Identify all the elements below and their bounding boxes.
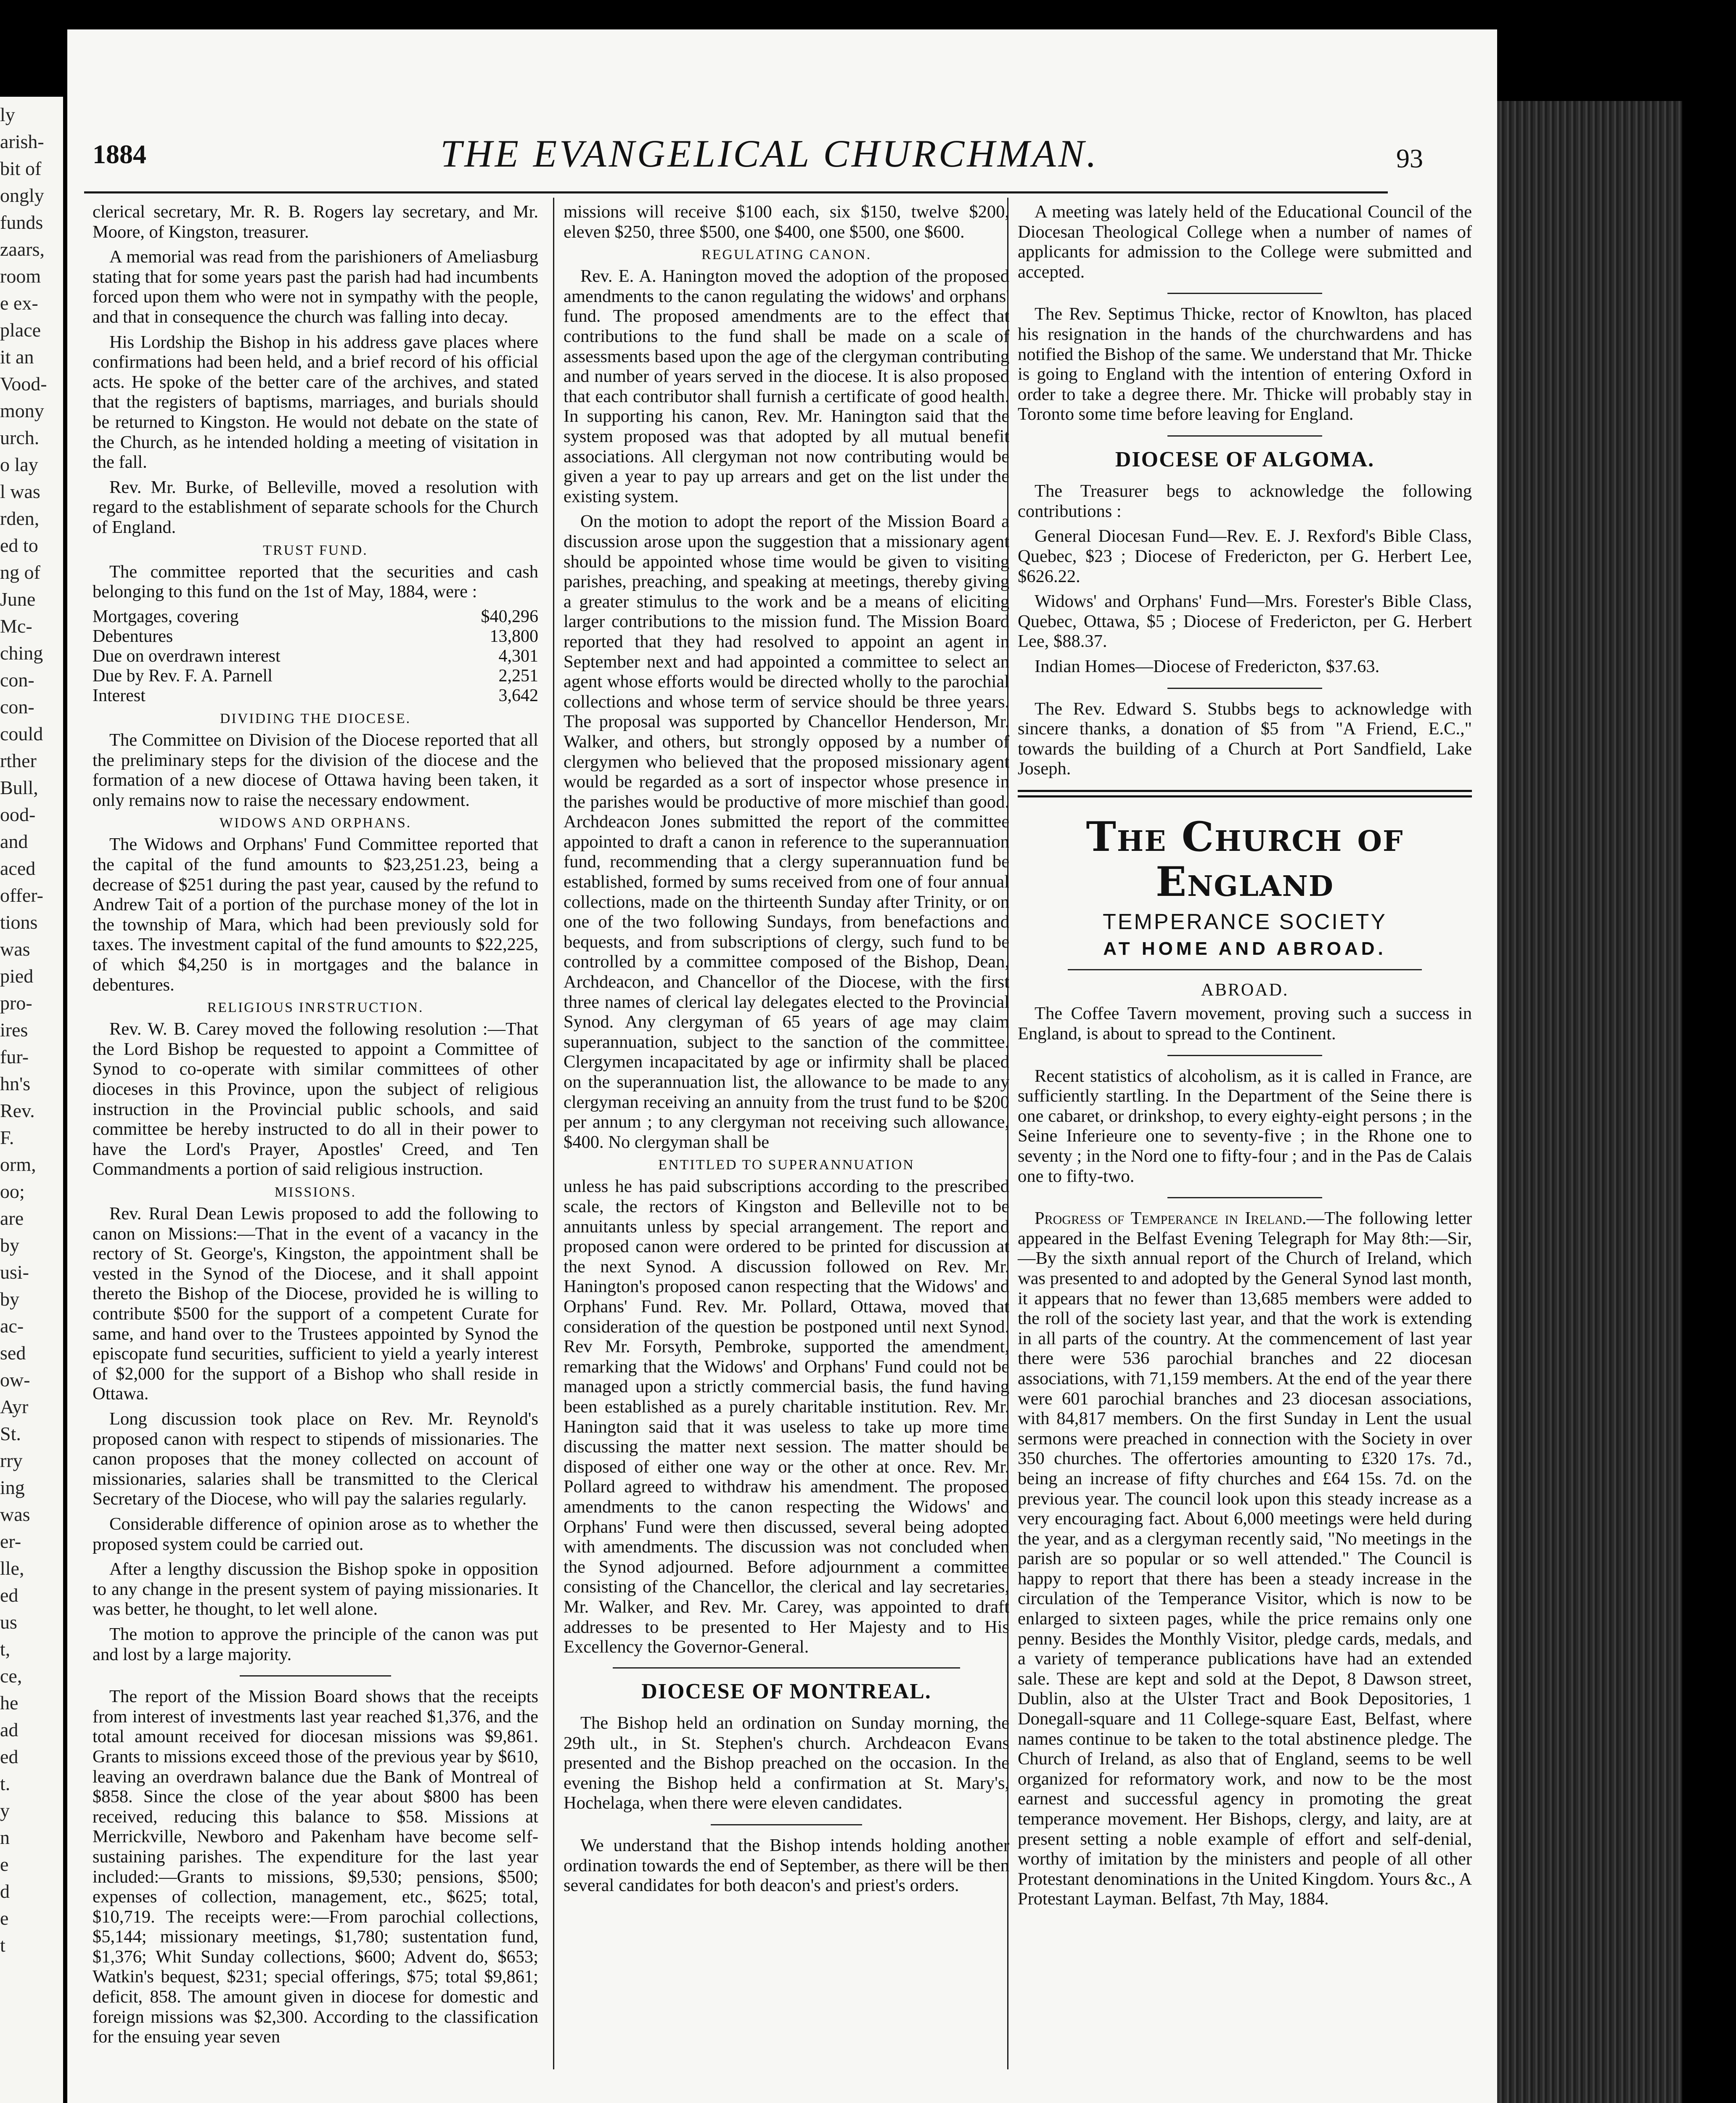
- previous-page-fragment: usi-: [0, 1261, 29, 1283]
- previous-page-fragment: e: [0, 1907, 9, 1929]
- previous-page-fragment: e ex-: [0, 292, 38, 314]
- previous-page-fragment: o lay: [0, 454, 38, 475]
- paragraph: The Rev. Septimus Thicke, rector of Knowlton, has placed his resignation in the hands of the churchwardens and has notified the Bishop of the same. We understand that Mr. Thicke is going to England with the intention of entering Oxford in order to take a degree there. Mr. Thicke will probably stay in Toronto some time before leaving for England.: [1018, 304, 1472, 424]
- society-title: The Church of England: [1086, 813, 1404, 906]
- previous-page-fragment: ed to: [0, 535, 38, 556]
- paragraph: The committee reported that the securities and cash belonging to this fund on the 1st of May, 1884, were :: [93, 562, 538, 602]
- paragraph: On the motion to adopt the report of the Mission Board a discussion arose upon the suggestion that a missionary agent should be appointed whose time would be given to visiting parishes, preaching, and speaking at meetings, thereby giving a greater stimulus to the work and be a means of eliciting larger contributions to the mission fund. The Mission Board reported that they had resolved to appoint an agent in September next and had appointed a committee to select an agent whose efforts would be directed wholly to the parochial collections and whose term of service should be three years. The proposal was supported by Chancellor Henderson, Mr. Walker, and others, but strongly opposed by a number of clergymen who believed that the proposed missionary agent would be regarded as a sort of inspector whose presence in the parishes would be productive of more mischief than good. Archdeacon Jones submitted the report of the committee appointed to draft a canon in reference to the superannuation fund, recommending that a clergy superannuation fund be established, formed by sums received from one of four annual collections, made on the thirteenth Sunday after Trinity, or on one of the two following Sundays, from benefactions and bequests, and from subscriptions of clergy, such fund to be controlled by a committee composed of the Bishop, Dean, Archdeacon, and Chancellor of the Diocese, with the first three names of clerical lay delegates elected to the Provincial Synod. Any clergyman of 65 years of age may claim superannuation, subject to the sanction of the committee. Clergymen incapacitated by age or infirmity shall be placed on the superannuation list, the allowance to be made to any clergyman receiving an annuity from the trust fund to be $200 per annum ; to any clergyman not receiving such allowance, $400. No clergyman shall be: [564, 511, 1009, 1152]
- page-number: 93: [1396, 143, 1423, 173]
- paragraph: The Treasurer begs to acknowledge the following contributions :: [1018, 481, 1472, 521]
- previous-page-fragment: ing: [0, 1477, 25, 1498]
- paragraph: Rev. Mr. Burke, of Belleville, moved a resolution with regard to the establishment of separate schools for the Church of England.: [93, 477, 538, 537]
- row-label: Debentures: [93, 626, 173, 646]
- previous-page-fragment: ching: [0, 642, 43, 664]
- double-rule: [1018, 790, 1472, 797]
- section-subheading: MISSIONS.: [274, 1184, 357, 1200]
- previous-page-fragment: t,: [0, 1638, 11, 1660]
- previous-page-fragment: and: [0, 831, 28, 852]
- section-heading: DIOCESE OF ALGOMA.: [1115, 447, 1375, 471]
- section-subheading: TRUST FUND.: [263, 542, 368, 558]
- previous-page-fragment: place: [0, 319, 41, 341]
- row-amount: 13,800: [490, 626, 538, 646]
- previous-page-fragment: Mc-: [0, 615, 32, 637]
- table-row: [93, 607, 538, 627]
- previous-page-fragment: bit of: [0, 158, 42, 179]
- previous-page-fragment: ow-: [0, 1369, 30, 1391]
- previous-page-fragment: could: [0, 723, 43, 744]
- previous-page-fragment: rther: [0, 750, 37, 771]
- row-label: Due by Rev. F. A. Parnell: [93, 666, 273, 686]
- previous-page-fragment: con-: [0, 696, 34, 718]
- paragraph: Rev. E. A. Hanington moved the adoption of the proposed amendments to the canon regulating the widows' and orphans' fund. The proposed amendments are to the effect that contributions to the fund shall be made on a scale of assessments based upon the age of the clergyman contributing and number of years served in the diocese. It is also proposed that each contributor shall furnish a certificate of good health. In supporting his canon, Rev. Mr. Hanington said that the system proposed was that adopted by all mutual benefit associations. All clergyman not now contributing would be given a year to pay up arrears and get on the list under the existing system.: [564, 266, 1009, 506]
- paragraph: clerical secretary, Mr. R. B. Rogers lay secretary, and Mr. Moore, of Kingston, treasurer.: [93, 202, 538, 242]
- section-subheading: RELIGIOUS INRSTRUCTION.: [207, 1000, 424, 1016]
- table-row: [93, 686, 538, 706]
- paragraph: [1018, 1208, 1472, 1909]
- paragraph: The Committee on Division of the Diocese reported that all the preliminary steps for the division of the diocese and the formation of a new diocese of Ottawa having been taken, it only remains now to raise the necessary endowment.: [93, 730, 538, 810]
- previous-page-fragment: ongly: [0, 185, 44, 206]
- previous-page-fragment: ood-: [0, 804, 36, 825]
- section-subheading: REGULATING CANON.: [701, 247, 872, 263]
- previous-page-fragment: ad: [0, 1719, 19, 1740]
- column-1: [93, 202, 538, 2052]
- previous-page-fragment: aced: [0, 858, 36, 879]
- trust-fund-table: [93, 607, 538, 706]
- paragraph: A meeting was lately held of the Educational Council of the Diocesan Theological College when a number of names of applicants for admission to the College were submitted and accepted.: [1018, 202, 1472, 282]
- previous-page-fragment: d: [0, 1881, 10, 1902]
- row-label: Mortgages, covering: [93, 607, 239, 626]
- divider: [240, 1675, 391, 1677]
- row-amount: $40,296: [481, 607, 538, 626]
- previous-page-fragment: tions: [0, 911, 38, 933]
- previous-page-fragment: he: [0, 1692, 19, 1714]
- paragraph: Rev. W. B. Carey moved the following resolution :—That the Lord Bishop be requested to appoint a Committee of Synod to co-operate with similar committees of other dioceses in this Province, upon the subject of religious instruction in the Provincial public schools, and said committee be hereby instructed to do all in their power to have the Lord's Prayer, Apostles' Creed, and Ten Commandments a portion of said religious instruction.: [93, 1019, 538, 1179]
- previous-page-fragment: fur-: [0, 1046, 29, 1067]
- section-subheading: ABROAD.: [1201, 980, 1289, 1000]
- paragraph: unless he has paid subscriptions according to the prescribed scale, the rectors of Kingston and Belleville not to be annuitants unless by special arrangement. The report and proposed canon were ordered to be printed for discussion at the next Synod. A discussion followed on Rev. Mr. Hanington's proposed canon respecting that the Widows' and Orphans' Fund. Rev. Mr. Pollard, Ottawa, moved that consideration of the question be postponed until next Synod. Rev Mr. Forsyth, Pembroke, supported the amendment, remarking that the Widows' and Orphans' Fund could not be managed upon a strictly commercial basis, the fund having been established as a purely charitable institution. Rev. Mr. Hanington said that it was useless to take up more time discussing the matter next session. The matter should be disposed of either one way or the other at once. Rev. Mr. Pollard agreed to withdraw his amendment. The proposed amendments to the canon respecting the Widows' and Orphans' Fund were then discussed, several being adopted with amendments. The discussion was not concluded when the Synod adjourned. Before adjournment a committee consisting of the Chancellor, the clerical and lay secretaries, Mr. Walker, and Rev. Mr. Carey, was appointed to draft addresses to be presented to Her Majesty and to His Excellency the Governor-General.: [564, 1176, 1009, 1657]
- divider: [1167, 435, 1322, 437]
- row-amount: 2,251: [498, 666, 538, 686]
- row-label: Interest: [93, 686, 146, 705]
- previous-page-fragment: n: [0, 1827, 10, 1848]
- row-amount: 4,301: [498, 646, 538, 666]
- paragraph: After a lengthy discussion the Bishop spoke in opposition to any change in the present system of paying missionaries. It was better, he thought, to let well alone.: [93, 1559, 538, 1619]
- previous-page-fragment: rry: [0, 1450, 23, 1471]
- paragraph: A memorial was read from the parishioners of Ameliasburg stating that for some years past the parish had had incumbents forced upon them who were not in sympathy with the people, and that in consequence the church was falling into decay.: [93, 247, 538, 327]
- page-year: 1884: [93, 139, 146, 169]
- section-subheading: DIVIDING THE DIOCESE.: [220, 710, 411, 726]
- book-page-edges: [1497, 101, 1682, 2103]
- article-body: —The following letter appeared in the Belfast Evening Telegraph for May 8th:—Sir,—By the sixth annual report of the Church of Ireland, which was presented to and adopted by the General Synod last month, it appears that no fewer than 13,685 members were added to the roll of the society last year, and that the work is extending in all parts of the country. At the commencement of last year there were 536 parochial branches and 22 diocesan associations, with 71,159 members. At the end of the year there were 601 parochial branches and 23 diocesan associations, with 84,817 members. On the first Sunday in Lent the usual sermons were preached in connection with the Society in over 350 churches. The offertories amounting to £320 17s. 7d., being an increase of fifty churches and £64 15s. 7d. on the previous year. The council look upon this steady increase as a very encouraging fact. About 6,000 meetings were held during the year, and as a clergyman recently said, "No meetings in the parish are so popular or so well attended." The Council is happy to report that there has been a steady increase in the circulation of the Temperance Visitor, which is now to be enlarged to sixteen pages, while the price remains only one penny. Besides the Monthly Visitor, pledge cards, medals, and a variety of temperance publications have had an extended sale. These are kept and sold at the Depot, 8 Dawson street, Dublin, also at the Ulster Tract and Book Depositories, 1 Donegall-square and 11 College-square East, Belfast, where names continue to be taken to the total abstinence pledge. The Church of Ireland, as also that of England, seems to be well organized for reformatory work, and now to be the most earnest and successful agency in promoting the great temperance movement. Her Bishops, clergy, and laity, are at present setting a noble example of effort and self-denial, worthy of imitation by the ministers and people of all other Protestant denominations in the United Kingdom. Yours &c., A Protestant Layman. Belfast, 7th May, 1884.: [1018, 1208, 1472, 1909]
- previous-page-fragment: ed: [0, 1584, 19, 1606]
- paragraph: We understand that the Bishop intends holding another ordination towards the end of September, as there will be then several candidates for both deacon's and priest's orders.: [564, 1835, 1009, 1896]
- paragraph: The Bishop held an ordination on Sunday morning, the 29th ult., in St. Stephen's church. Archdeacon Evans presented and the Bishop preached on the occasion. In the evening the Bishop held a confirmation at St. Mary's, Hochelaga, when there were eleven candidates.: [564, 1713, 1009, 1813]
- header-rule: [84, 191, 1388, 193]
- previous-page-fragment: t: [0, 1934, 5, 1956]
- section-subheading: WIDOWS AND ORPHANS.: [219, 815, 412, 831]
- paragraph: His Lordship the Bishop in his address gave places where confirmations had been held, and a brief record of his official acts. He spoke of the better care of the archives, and stated that the registers of baptisms, marriages, and burials should be returned to Kingston. He would not debate on the state of the Church, as he intended holding a meeting of visitation in the fall.: [93, 332, 538, 472]
- previous-page-fragment: us: [0, 1611, 17, 1633]
- previous-page-fragment: Rev.: [0, 1100, 35, 1121]
- previous-page-fragment: urch.: [0, 427, 40, 448]
- society-tagline: AT HOME AND ABROAD.: [1103, 938, 1387, 959]
- table-row: [93, 646, 538, 666]
- paragraph: The Coffee Tavern movement, proving such a success in England, is about to spread to the Continent.: [1018, 1004, 1472, 1044]
- previous-page-fragment: ed: [0, 1746, 19, 1767]
- divider: [1167, 688, 1322, 689]
- previous-page-fragment: lle,: [0, 1557, 24, 1579]
- previous-page-fragment: Bull,: [0, 777, 38, 798]
- previous-page-fragment: ng of: [0, 562, 40, 583]
- previous-page-fragment: by: [0, 1234, 19, 1256]
- previous-page-fragment: rden,: [0, 508, 40, 529]
- section-heading: DIOCESE OF MONTREAL.: [641, 1679, 932, 1703]
- column-3: [1018, 202, 1472, 1914]
- previous-page-fragment: June: [0, 588, 36, 610]
- previous-page-fragment: hn's: [0, 1073, 31, 1094]
- previous-page-fragment: room: [0, 265, 41, 287]
- previous-page-fragment: orm,: [0, 1154, 36, 1175]
- previous-page-fragment: F.: [0, 1127, 14, 1148]
- row-amount: 3,642: [498, 686, 538, 705]
- table-row: [93, 627, 538, 646]
- previous-page-edge: [0, 97, 63, 2103]
- article-lead: Progress of Temperance in Ireland.: [1035, 1208, 1307, 1229]
- previous-page-fragment: funds: [0, 212, 43, 233]
- row-label: Due on overdrawn interest: [93, 646, 281, 666]
- previous-page-fragment: er-: [0, 1531, 21, 1552]
- paragraph: Considerable difference of opinion arose as to whether the proposed system could be carried out.: [93, 1514, 538, 1554]
- divider: [613, 1667, 961, 1669]
- previous-page-fragment: zaars,: [0, 238, 45, 260]
- divider: [711, 1824, 862, 1825]
- column-rule: [553, 198, 554, 2069]
- previous-page-fragment: ires: [0, 1019, 28, 1041]
- divider: [1167, 1197, 1322, 1198]
- previous-page-fragment: are: [0, 1208, 24, 1229]
- column-2: [564, 202, 1009, 1901]
- page-header: [67, 122, 1497, 185]
- paragraph: General Diocesan Fund—Rev. E. J. Rexford's Bible Class, Quebec, $23 ; Diocese of Fredericton, per G. Herbert Lee, $626.22.: [1018, 526, 1472, 586]
- previous-page-fragment: l was: [0, 481, 40, 502]
- previous-page-fragment: t.: [0, 1773, 11, 1794]
- previous-page-fragment: con-: [0, 669, 34, 691]
- paragraph: Rev. Rural Dean Lewis proposed to add the following to canon on Missions:—That in the event of a vacancy in the rectory of St. George's, Kingston, the appointment shall be vested in the Synod of the Diocese, and it shall appoint thereto the Bishop of the Diocese, provided he is willing to contribute $500 for the support of a competent Curate for same, and hand over to the Trustees appointed by Synod the episcopate fund securities, sufficient to yield a yearly interest of $2,000 for the support of a Bishop who shall reside in Ottawa.: [93, 1204, 538, 1404]
- paragraph: The Widows and Orphans' Fund Committee reported that the capital of the fund amounts to $23,251.23, being a decrease of $251 during the past year, caused by the refund to Andrew Tait of a portion of the purchase money of the lot in the township of Mara, which had been previously sold for taxes. The investment capital of the fund amounts to $22,225, of which $4,250 is in mortgages and the balance in debentures.: [93, 834, 538, 995]
- paragraph: Indian Homes—Diocese of Fredericton, $37.63.: [1035, 656, 1380, 676]
- masthead-title: THE EVANGELICAL CHURCHMAN.: [440, 132, 1099, 175]
- previous-page-fragment: ac-: [0, 1315, 24, 1337]
- previous-page-fragment: sed: [0, 1342, 26, 1364]
- previous-page-fragment: mony: [0, 400, 44, 421]
- paragraph: Recent statistics of alcoholism, as it is called in France, are sufficiently startling. In the Department of the Seine there is one cabaret, or drinkshop, to every eighty-eight persons ; in the Seine Inferieure one to seventy-five ; in the Rhone one to seventy ; in the Nord one to fifty-four ; and in the Pas de Calais one to fifty-two.: [1018, 1066, 1472, 1186]
- previous-page-fragment: y: [0, 1800, 10, 1821]
- previous-page-fragment: was: [0, 938, 30, 960]
- previous-page-fragment: Vood-: [0, 373, 47, 395]
- paragraph: Widows' and Orphans' Fund—Mrs. Forester's Bible Class, Quebec, Ottawa, $5 ; Diocese of Fredericton, per G. Herbert Lee, $88.37.: [1018, 591, 1472, 652]
- divider: [1167, 293, 1322, 294]
- previous-page-fragment: it an: [0, 346, 34, 368]
- divider: [1167, 1055, 1322, 1056]
- previous-page-fragment: ce,: [0, 1665, 22, 1687]
- previous-page-fragment: pied: [0, 965, 34, 987]
- previous-page-fragment: Ayr: [0, 1396, 29, 1417]
- table-row: [93, 666, 538, 686]
- previous-page-fragment: pro-: [0, 992, 32, 1014]
- divider: [1068, 969, 1422, 970]
- previous-page-fragment: e: [0, 1854, 9, 1875]
- society-subtitle: TEMPERANCE SOCIETY: [1103, 909, 1387, 934]
- paragraph: missions will receive $100 each, six $150, twelve $200, eleven $250, three $500, one $400, one $500, one $600.: [564, 202, 1009, 242]
- previous-page-fragment: was: [0, 1504, 30, 1525]
- paragraph: Long discussion took place on Rev. Mr. Reynold's proposed canon with respect to stipends of missionaries. The canon proposes that the money collected on account of missionaries, salaries shall be transmitted to the Clerical Secretary of the Diocese, who will pay the salaries regularly.: [93, 1409, 538, 1509]
- paragraph: The Rev. Edward S. Stubbs begs to acknowledge with sincere thanks, a donation of $5 from "A Friend, E.C.," towards the building of a Church at Port Sandfield, Lake Joseph.: [1018, 699, 1472, 779]
- previous-page-fragment: by: [0, 1288, 19, 1310]
- paragraph: The report of the Mission Board shows that the receipts from interest of investments last year reached $1,376, and the total amount received for diocesan missions was $9,861. Grants to missions exceed those of the previous year by $610, leaving an overdrawn balance due the Bank of Montreal of $858. Since the close of the year about $800 has been received, reducing this balance to $58. Missions at Merrickville, Newboro and Pakenham have become self-sustaining parishes. The expenditure for the last year included:—Grants to missions, $9,530; pensions, $500; expenses of collection, management, etc., $625; total, $10,719. The receipts were:—From parochial collections, $5,144; missionary meetings, $1,780; sustentation fund, $1,376; Whit Sunday collections, $600; Advent do, $653; Watkin's bequest, $231; special offerings, $75; total $9,861; deficit, 858. The amount given in diocese for domestic and foreign missions was $2,300. According to the classification for the ensuing year seven: [93, 1687, 538, 2047]
- newspaper-page: [67, 29, 1497, 2103]
- previous-page-fragment: offer-: [0, 885, 43, 906]
- previous-page-fragment: oo;: [0, 1181, 25, 1202]
- section-subheading: ENTITLED TO SUPERANNUATION: [658, 1157, 915, 1173]
- previous-page-fragment: ly: [0, 104, 15, 125]
- previous-page-fragment: arish-: [0, 131, 44, 152]
- paragraph: The motion to approve the principle of the canon was put and lost by a large majority.: [93, 1624, 538, 1664]
- previous-page-fragment: St.: [0, 1423, 21, 1444]
